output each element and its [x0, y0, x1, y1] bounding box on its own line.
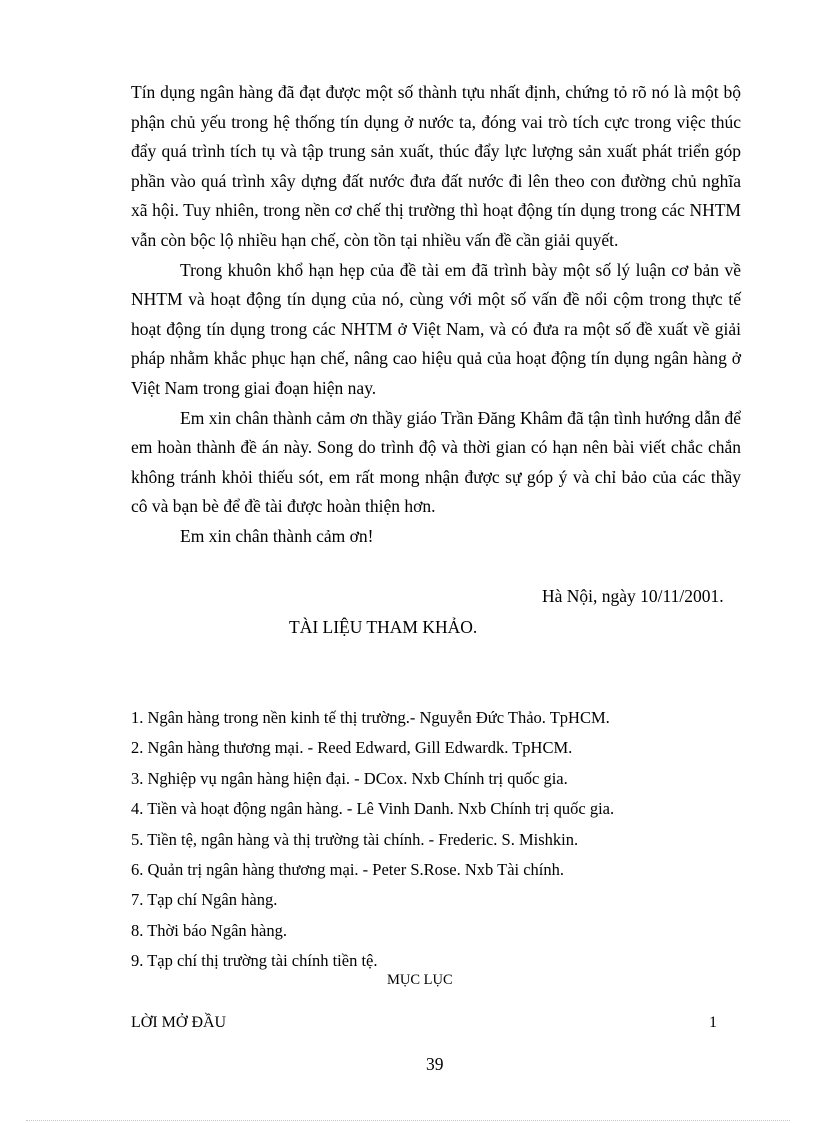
paragraph-thanks: Em xin chân thành cảm ơn thầy giáo Trần Đăng Khâm đã tận tình hướng dẫn để em hoàn thành đề án này. Song do trình độ và thời gian có hạn nên bài viết chắc chắn không tránh khỏi thiếu sót, em rất mong nhận được sự góp ý và chỉ bảo của các thầy cô và bạn bè để đề tài được hoàn thiện hơn. [131, 407, 741, 517]
page-number: 39 [426, 1054, 444, 1074]
references-list [131, 703, 614, 977]
date-line: Hà Nội, ngày 10/11/2001. [542, 586, 724, 606]
toc-entry-page: 1 [709, 1014, 717, 1031]
references-heading: TÀI LIỆU THAM KHẢO. [289, 617, 478, 637]
reference-item: 9. Tạp chí thị trường tài chính tiền tệ. [131, 951, 378, 971]
page-bottom-divider [26, 1120, 790, 1121]
reference-item: 2. Ngân hàng thương mại. - Reed Edward, Gill Edwardk. TpHCM. [131, 738, 573, 758]
reference-item: 4. Tiền và hoạt động ngân hàng. - Lê Vinh Danh. Nxb Chính trị quốc gia. [131, 799, 615, 819]
reference-item: 8. Thời báo Ngân hàng. [131, 920, 287, 940]
paragraph-achievements: Tín dụng ngân hàng đã đạt được một số thành tựu nhất định, chứng tỏ rõ nó là một bộ phận chủ yếu trong hệ thống tín dụng ở nước ta, đóng vai trò tích cực trong việc thúc đẩy quá trình tích tụ và tập trung sản xuất, thúc đẩy lực lượng sản xuất phát triển góp phần vào quá trình xây dựng đất nước đưa đất nước đi lên theo con đường chủ nghĩa xã hội. Tuy nhiên, trong nền cơ chế thị trường thì hoạt động tín dụng trong các NHTM vẫn còn bộc lộ nhiều hạn chế, còn tồn tại nhiều vấn đề cần giải quyết. [131, 82, 741, 250]
paragraph-closing: Em xin chân thành cảm ơn! [180, 525, 374, 546]
reference-item: 3. Nghiệp vụ ngân hàng hiện đại. - DCox. Nxb Chính trị quốc gia. [131, 768, 568, 788]
reference-item: 5. Tiền tệ, ngân hàng và thị trường tài chính. - Frederic. S. Mishkin. [131, 829, 579, 849]
reference-item: 6. Quản trị ngân hàng thương mại. - Peter S.Rose. Nxb Tài chính. [131, 860, 565, 880]
toc-heading: MỤC LỤC [387, 972, 453, 988]
reference-item: 7. Tạp chí Ngân hàng. [131, 890, 278, 910]
conclusion-text [131, 78, 741, 552]
reference-item: 1. Ngân hàng trong nền kinh tế thị trường.- Nguyễn Đức Thảo. TpHCM. [131, 708, 610, 727]
toc-entry [131, 1014, 717, 1032]
paragraph-scope: Trong khuôn khổ hạn hẹp của đề tài em đã trình bày một số lý luận cơ bản về NHTM và hoạt động tín dụng của nó, cùng với một số vấn đề nổi cộm trong thực tế hoạt động tín dụng trong các NHTM ở Việt Nam, và có đưa ra một số đề xuất về giải pháp nhằm khắc phục hạn chế, nâng cao hiệu quả của hoạt động tín dụng ngân hàng ở Việt Nam trong giai đoạn hiện nay. [131, 259, 741, 398]
toc-entry-title: LỜI MỞ ĐẦU [131, 1014, 227, 1031]
